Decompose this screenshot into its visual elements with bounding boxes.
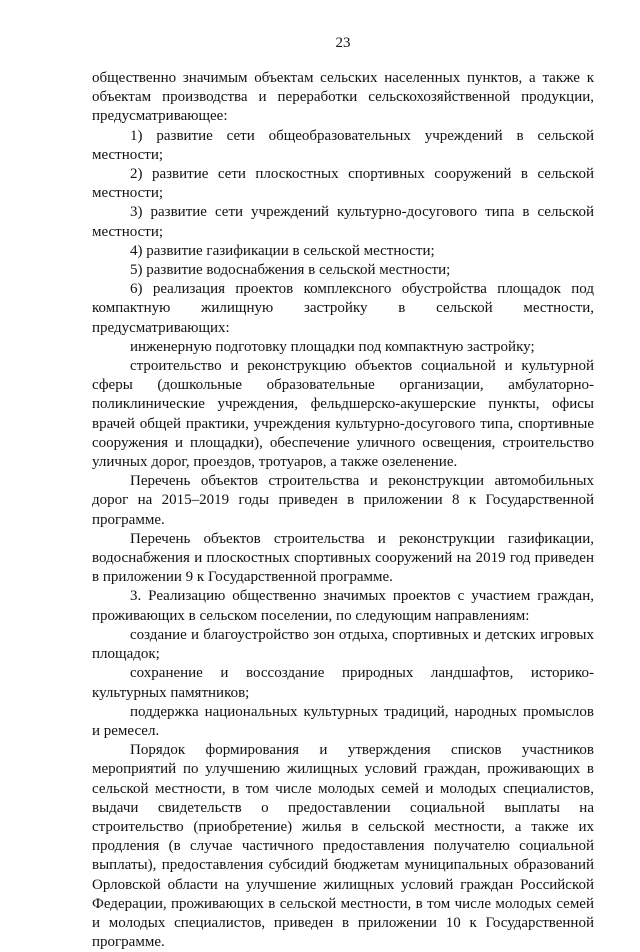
paragraph: создание и благоустройство зон отдыха, спортивных и детских игровых площадок; <box>92 626 594 663</box>
paragraph: 3. Реализацию общественно значимых проектов с участием граждан, проживающих в сельском поселении, по следующим направлениям: <box>92 588 594 624</box>
paragraph: 6) реализация проектов комплексного обустройства площадок под компактную жилищную застройку в сельской местности, предусматривающих: <box>92 281 594 336</box>
paragraph: общественно значимым объектам сельских населенных пунктов, а также к объектам производства и переработки сельскохозяйственной продукции, предусматривающее: <box>92 70 594 125</box>
paragraph: 4) развитие газификации в сельской местности; <box>130 242 435 259</box>
paragraph: Порядок формирования и утверждения списков участников мероприятий по улучшению жилищных условий граждан, проживающих в сельской местности, в том числе молодых семей и молодых специалистов, выдачи свидетельств о предоставлении социальной выплаты на строительство (приобретение) жилья в сельской местности, а также их продления (в случае частичного предоставления получателю социальной выплаты), предоставления субсидий бюджетам муниципальных образований Орловской области на улучшение жилищных условий граждан Российской Федерации, проживающих в сельской местности, в том числе молодых семей и молодых специалистов, приведен в приложении 10 к Государственной программе. <box>92 742 594 951</box>
paragraph: 3) развитие сети учреждений культурно-досугового типа в сельской местности; <box>92 204 594 240</box>
paragraph: Перечень объектов строительства и реконструкции газификации, водоснабжения и плоскостных спортивных сооружений на 2019 год приведен в приложении 9 к Государственной программе. <box>92 530 594 586</box>
paragraph: строительство и реконструкцию объектов социальной и культурной сферы (дошкольные образовательные организации, амбулаторно-поликлинические учреждения, фельдшерско-акушерские пункты, офисы врачей общей практики, учреждения культурно-досугового типа, спортивные сооружения и площадки), обеспечение уличного освещения, строительство уличных дорог, проездов, тротуаров, а также озеленение. <box>92 358 594 471</box>
paragraph: инженерную подготовку площадки под компактную застройку; <box>130 338 535 355</box>
paragraph: 1) развитие сети общеобразовательных учреждений в сельской местности; <box>92 127 594 163</box>
paragraph: поддержка национальных культурных традиций, народных промыслов и ремесел. <box>92 703 594 739</box>
page-number: 23 <box>335 35 351 51</box>
document-body <box>92 69 594 952</box>
paragraph: Перечень объектов строительства и реконструкции автомобильных дорог на 2015–2019 годы приведен в приложении 8 к Государственной программе. <box>92 473 594 528</box>
paragraph: сохранение и воссоздание природных ландшафтов, историко-культурных памятников; <box>92 665 594 701</box>
paragraph: 2) развитие сети плоскостных спортивных сооружений в сельской местности; <box>92 166 594 202</box>
paragraph: 5) развитие водоснабжения в сельской местности; <box>130 262 451 279</box>
